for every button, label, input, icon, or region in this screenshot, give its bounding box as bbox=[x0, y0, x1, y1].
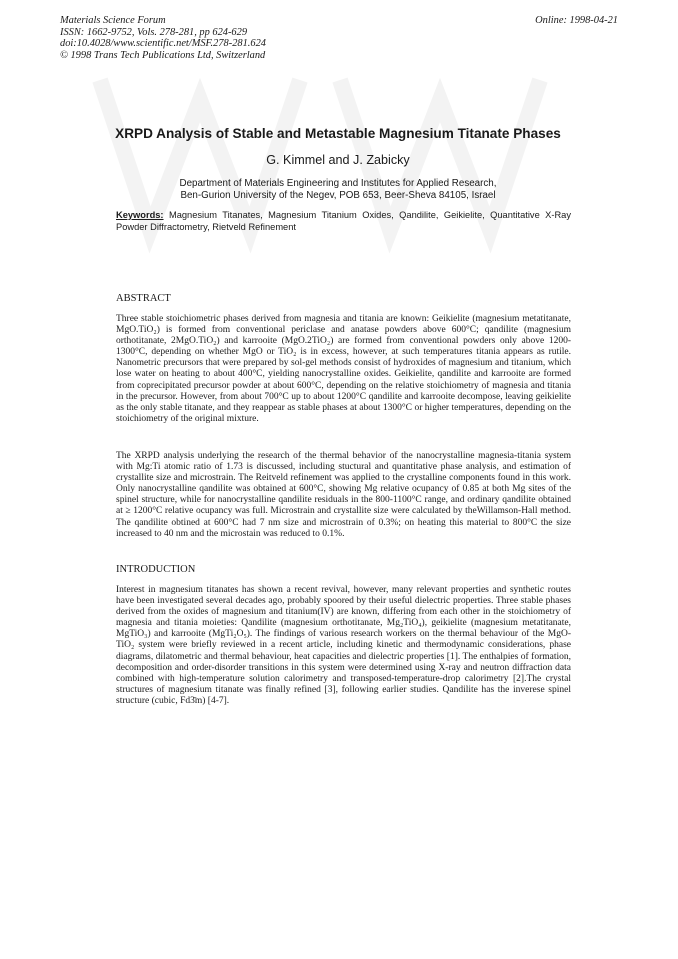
paper-title: XRPD Analysis of Stable and Metastable Magnesium Titanate Phases bbox=[115, 126, 561, 141]
affiliation-line-2: Ben-Gurion University of the Negev, POB 653, Beer-Sheva 84105, Israel bbox=[180, 190, 496, 201]
keywords bbox=[116, 210, 571, 233]
affiliation bbox=[60, 178, 616, 202]
keywords-text: Magnesium Titanates, Magnesium Titanium Oxides, Qandilite, Geikielite, Quantitative X-Ray Powder Diffractometry, Rietveld Refinement bbox=[116, 210, 571, 232]
introduction-paragraph-1: Interest in magnesium titanates has shown a recent revival, however, many relevant properties and synthetic routes have been investigated several decades ago, probably spoored by their useful dielectric properties. Three stable phases derived from the oxides of magnesium and titanium(IV) are known, differing from each other in the stoichiometry of magnesia and titania moieties: Qandilite (magnesium orthotitanate, Mg₂TiO₄), geikielite (magnesium metatitanate, MgTiO₃) and karrooite (MgTi₂O₅). The findings of various research workers on the thermal behaviour of the MgO-TiO₂ system were briefly reviewed in a recent article, including kinetic and thermodynamic considerations, phase diagrams, dilatometric and thermal behaviour, heat capacities and dielectric properties [1]. The enthalpies of formation, decomposition and order-disorder transitions in this system were determined using X-ray and neutron diffraction data combined with high-temperature solution calorimetry and transposed-temperature-drop calorimetry [2].The crystal structures of magnesium titanate was finally refined [3], following earlier studies. Qandilite has the inverese spinel structure (cubic, Fd3̄m) [4-7]. bbox=[116, 585, 571, 706]
copyright-line: © 1998 Trans Tech Publications Ltd, Switzerland bbox=[60, 49, 266, 61]
abstract-paragraph-1: Three stable stoichiometric phases derived from magnesia and titania are known: Geikielite (magnesium metatitanate, MgO.TiO₂) is formed from conventional periclase and anatase powders above 600°C; qandilite (magnesium orthotitanate, 2MgO.TiO₂) and karrooite (MgO.2TiO₂) are formed from conventional powders only above 1200-1300°C, depending on whether MgO or TiO₂ is in excess, however, at such temperatures titania appears as rutile. Nanometric precursors that were prepared by sol-gel methods consist of hydroxides of magnesium and titanium, which lose water on heating to about 400°C, yielding nanocrystalline oxides. Geikielite, qandilite and karrooite are formed from coprecipitated precursor powder at about 600°C, depending on the relative stoichiometry of magnesia and titania in the precursor. However, from about 700°C up to about 1200°C qandilite and karrooite decompose, leaving geikielite as the only stable titanate, and they reappear as stable phases at about 1300°C or higher temperatures, depending on the stoichiometry of the original mixture. bbox=[116, 314, 571, 424]
introduction-heading: INTRODUCTION bbox=[116, 564, 196, 575]
journal-name: Materials Science Forum bbox=[60, 15, 166, 26]
keywords-label: Keywords: bbox=[116, 210, 164, 220]
abstract-heading: ABSTRACT bbox=[116, 293, 171, 304]
authors: G. Kimmel and J. Zabicky bbox=[266, 153, 410, 167]
issn-line: ISSN: 1662-9752, Vols. 278-281, pp 624-629 bbox=[60, 26, 248, 38]
abstract-paragraph-2: The XRPD analysis underlying the research of the thermal behavior of the nanocrystalline magnesia-titania system with Mg:Ti atomic ratio of 1.73 is discussed, including stuctural and quantitative phase analysis, and estimation of crystallite size and microstrain. The Reitveld refinement was applied to the crystalline components found in this work. Only nanocrystalline qandilite was obtained at 600°C, showing Mg relative ocupancy of 0.85 at both Mg sites of the spinel structure, while for nanocrystalline qandilite residuals in the 800-1100°C range, and ordinary qandilite obtained at ≥ 1200°C relative ocupancy was full. Microstrain and crystallite size were calculated by theWillamson-Hall method. The qandilite obtined at 600°C had 7 nm size and microstrain of 0.3%; on heating this material to 800°C the size increased to 40 nm and the microstain was reduced to 0.1%. bbox=[116, 451, 571, 539]
affiliation-line-1: Department of Materials Engineering and Institutes for Applied Research, bbox=[179, 178, 497, 189]
journal-header bbox=[60, 15, 266, 61]
doi-line: doi:10.4028/www.scientific.net/MSF.278-281.624 bbox=[60, 38, 266, 49]
online-date: Online: 1998-04-21 bbox=[535, 15, 618, 26]
